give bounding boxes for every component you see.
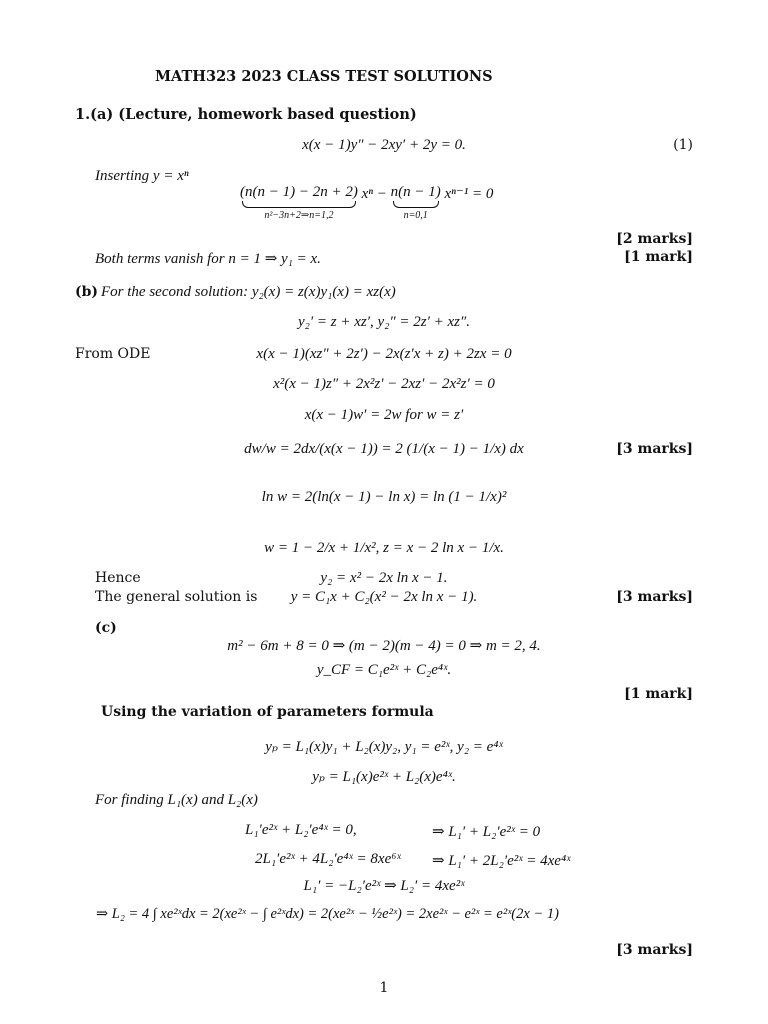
page-number: 1 bbox=[379, 980, 389, 996]
ode-line-2: x²(x − 1)z″ + 2x²z′ − 2xz′ − 2x²z′ = 0 bbox=[273, 376, 495, 392]
underbrace-2: n(n − 1) n=0,1 bbox=[390, 184, 441, 221]
hence-text: Hence bbox=[95, 570, 141, 586]
l2-integral: ⇒ L₂ = 4 ∫ xe²ˣdx = 2(xe²ˣ − ∫ e²ˣdx) = 2(xe²ˣ − ½e²ˣ) = 2xe²ˣ − e²ˣ = e²ˣ(2x − 1) bbox=[96, 906, 559, 922]
substitution-equation: (n(n − 1) − 2n + 2) n²−3n+2⇒n=1,2 xⁿ − n(n − 1) n=0,1 xⁿ⁻¹ = 0 bbox=[240, 184, 494, 221]
system-3: L₁′ = −L₂′e²ˣ ⇒ L₂′ = 4xe²ˣ bbox=[303, 878, 465, 894]
derivatives: y₂′ = z + xz′, y₂″ = 2z′ + xz″. bbox=[298, 314, 470, 330]
finding-text: For finding L₁(x) and L₂(x) bbox=[95, 792, 258, 808]
ode-line-1: x(x − 1)(xz″ + 2z′) − 2x(z′x + z) + 2zx = 0 bbox=[256, 346, 512, 362]
inserting-text: Inserting y = xⁿ bbox=[95, 168, 189, 184]
q1b-intro: For the second solution: y₂(x) = z(x)y₁(x) = xz(x) bbox=[101, 284, 396, 300]
marks-a2: [1 mark] bbox=[624, 249, 693, 265]
ode-line-5: ln w = 2(ln(x − 1) − ln x) = ln (1 − 1/x)² bbox=[261, 489, 507, 505]
vop-heading: Using the variation of parameters formula bbox=[101, 704, 434, 720]
characteristic-equation: m² − 6m + 8 = 0 ⇒ (m − 2)(m − 4) = 0 ⇒ m = 2, 4. bbox=[227, 638, 541, 654]
marks-c1: [1 mark] bbox=[624, 686, 693, 702]
particular-solution-form: yₚ = L₁(x)y₁ + L₂(x)y₂, y₁ = e²ˣ, y₂ = e⁴ˣ bbox=[265, 739, 503, 755]
from-ode-text: From ODE bbox=[75, 346, 151, 362]
ode-line-6: w = 1 − 2/x + 1/x², z = x − 2 ln x − 1/x. bbox=[264, 540, 504, 556]
ode-line-3: x(x − 1)w′ = 2w for w = z′ bbox=[304, 407, 464, 423]
y2-solution: y₂ = x² − 2x ln x − 1. bbox=[320, 570, 448, 586]
general-solution-equation: y = C₁x + C₂(x² − 2x ln x − 1). bbox=[290, 589, 478, 605]
system-2-right: ⇒ L₁′ + 2L₂′e²ˣ = 4xe⁴ˣ bbox=[432, 853, 571, 869]
q1c-label: (c) bbox=[95, 620, 117, 636]
equation-1: x(x − 1)y″ − 2xy′ + 2y = 0. bbox=[302, 137, 466, 153]
complementary-function: y_CF = C₁e²ˣ + C₂e⁴ˣ. bbox=[316, 662, 452, 678]
equation-1-number: (1) bbox=[673, 137, 693, 153]
particular-solution: yₚ = L₁(x)e²ˣ + L₂(x)e⁴ˣ. bbox=[312, 769, 456, 785]
marks-c2: [3 marks] bbox=[616, 942, 693, 958]
system-1-right: ⇒ L₁′ + L₂′e²ˣ = 0 bbox=[432, 824, 541, 840]
underbrace-1: (n(n − 1) − 2n + 2) n²−3n+2⇒n=1,2 bbox=[240, 184, 358, 221]
marks-b2: [3 marks] bbox=[616, 589, 693, 605]
system-1-left: L₁′e²ˣ + L₂′e⁴ˣ = 0, bbox=[245, 822, 357, 838]
page-title: MATH323 2023 CLASS TEST SOLUTIONS bbox=[155, 68, 493, 85]
system-2-left: 2L₁′e²ˣ + 4L₂′e⁴ˣ = 8xe⁶ˣ bbox=[255, 851, 401, 867]
general-solution-text: The general solution is bbox=[95, 589, 258, 605]
ode-line-4: dw/w = 2dx/(x(x − 1)) = 2 (1/(x − 1) − 1/x) dx bbox=[244, 441, 524, 457]
q1b-label: (b) bbox=[75, 284, 99, 300]
q1a-heading: 1.(a) (Lecture, homework based question) bbox=[75, 106, 417, 123]
vanish-text: Both terms vanish for n = 1 ⇒ y₁ = x. bbox=[95, 251, 321, 267]
marks-b1: [3 marks] bbox=[616, 441, 693, 457]
marks-a1: [2 marks] bbox=[616, 231, 693, 247]
